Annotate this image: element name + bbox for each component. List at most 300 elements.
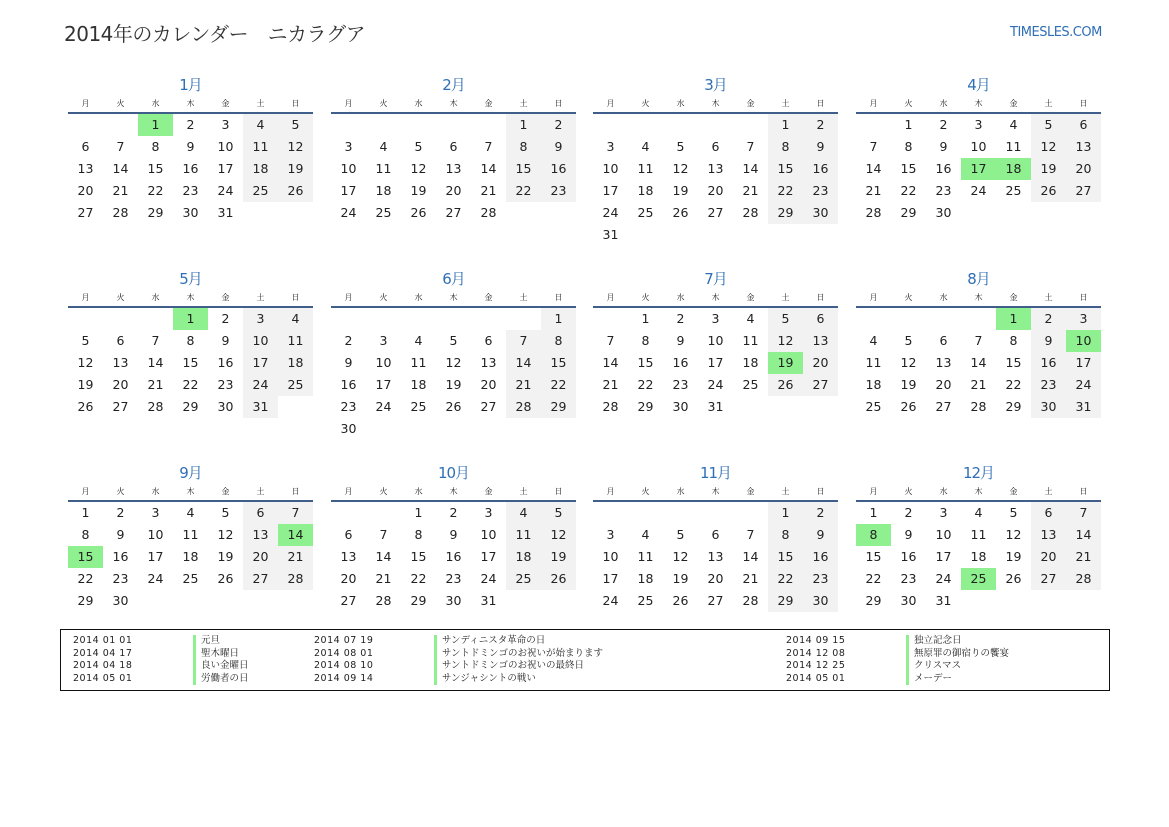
day-cell: 7	[151, 333, 160, 348]
day-cell: 18	[182, 549, 199, 564]
weekday-header	[68, 96, 313, 114]
legend-item	[786, 635, 1009, 648]
month-name: 11月	[699, 464, 732, 482]
day-cell: 28	[375, 593, 392, 608]
weekday-label: 金	[1009, 487, 1018, 496]
empty-cell	[208, 590, 243, 612]
weekday-label: 木	[449, 293, 458, 302]
week-row	[593, 590, 838, 612]
day-cell: 15	[865, 549, 882, 564]
month-calendar	[68, 462, 313, 612]
empty-cell	[68, 308, 103, 330]
weekday-header	[68, 484, 313, 502]
empty-cell	[628, 502, 663, 524]
day-cell: 17	[147, 549, 164, 564]
week-row	[331, 396, 576, 418]
day-cell: 8	[904, 139, 913, 154]
week-row	[331, 524, 576, 546]
day-cell: 20	[935, 377, 952, 392]
day-cell: 18	[970, 549, 987, 564]
holiday-name: 良い金曜日	[193, 660, 249, 673]
weekday-label: 日	[816, 293, 825, 302]
month-calendar	[593, 462, 838, 612]
holiday-name: 聖木曜日	[193, 648, 239, 661]
day-cell: 14	[1066, 524, 1101, 546]
weekday-label: 木	[974, 99, 983, 108]
weekday-label: 金	[484, 487, 493, 496]
weekday-label: 金	[1009, 99, 1018, 108]
day-cell: 6	[1066, 114, 1101, 136]
weekday-header	[856, 96, 1101, 114]
day-cell: 20	[1066, 158, 1101, 180]
day-cell: 15	[1005, 355, 1022, 370]
holiday-date: 2014 12 08	[786, 647, 846, 659]
empty-cell	[961, 308, 996, 330]
weekday-label: 土	[519, 487, 528, 496]
empty-cell	[1066, 590, 1101, 612]
day-cell: 17	[602, 571, 619, 586]
weekday-label: 金	[221, 487, 230, 496]
day-cell: 10	[970, 139, 987, 154]
legend-item	[786, 673, 1009, 686]
day-cell: 24	[375, 399, 392, 414]
week-row	[68, 374, 313, 396]
day-cell: 16	[340, 377, 357, 392]
month-name: 2月	[442, 76, 465, 94]
weekday-label: 日	[816, 487, 825, 496]
day-cell: 16	[541, 158, 576, 180]
month-name: 3月	[704, 76, 727, 94]
day-cell: 7	[484, 139, 493, 154]
day-cell: 25	[637, 205, 654, 220]
weekday-header	[331, 290, 576, 308]
day-cell: 31	[480, 593, 497, 608]
day-cell: 12	[672, 549, 689, 564]
weekday-label: 金	[1009, 293, 1018, 302]
day-cell: 16	[112, 549, 129, 564]
holiday-name: 元旦	[193, 635, 220, 648]
week-row	[593, 502, 838, 524]
day-cell: 7	[746, 527, 755, 542]
day-cell: 24	[602, 205, 619, 220]
day-cell: 29	[77, 593, 94, 608]
weekday-label: 火	[116, 99, 125, 108]
day-cell: 23	[182, 183, 199, 198]
day-cell: 24	[243, 374, 278, 396]
day-cell: 24	[217, 183, 234, 198]
day-cell: 2	[344, 333, 353, 348]
empty-cell	[926, 308, 961, 330]
empty-cell	[471, 308, 506, 330]
day-cell: 10	[480, 527, 497, 542]
day-cell: 4	[746, 311, 755, 326]
day-cell: 13	[445, 161, 462, 176]
day-cell: 11	[506, 524, 541, 546]
day-cell: 4	[379, 139, 388, 154]
week-row	[593, 396, 838, 418]
empty-cell	[961, 202, 996, 224]
empty-cell	[961, 590, 996, 612]
weekday-header	[331, 96, 576, 114]
legend-item	[314, 673, 603, 686]
day-cell: 22	[900, 183, 917, 198]
day-cell: 1	[81, 505, 90, 520]
day-cell: 11	[742, 333, 759, 348]
day-cell: 21	[865, 183, 882, 198]
day-cell: 9	[221, 333, 230, 348]
weekday-label: 火	[379, 99, 388, 108]
day-cell: 16	[182, 161, 199, 176]
week-row	[856, 502, 1101, 524]
empty-cell	[506, 418, 541, 440]
holiday-date: 2014 09 15	[786, 635, 846, 646]
day-cell: 17	[602, 183, 619, 198]
weekday-label: 月	[606, 99, 615, 108]
week-row	[856, 114, 1101, 136]
empty-cell	[243, 202, 278, 224]
day-cell: 23	[445, 571, 462, 586]
holiday-date: 2014 07 19	[314, 635, 374, 646]
day-cell: 26	[278, 180, 313, 202]
day-cell: 10	[1066, 330, 1101, 352]
day-cell: 22	[410, 571, 427, 586]
month-calendar	[593, 268, 838, 418]
day-cell: 10	[340, 161, 357, 176]
weekday-label: 日	[554, 99, 563, 108]
day-cell: 20	[445, 183, 462, 198]
day-cell: 6	[803, 308, 838, 330]
day-cell: 3	[379, 333, 388, 348]
weekday-label: 水	[151, 99, 160, 108]
day-cell: 5	[904, 333, 913, 348]
weekday-header	[593, 96, 838, 114]
day-cell: 2	[676, 311, 685, 326]
day-cell: 4	[974, 505, 983, 520]
weekday-label: 月	[344, 99, 353, 108]
holiday-name: 労働者の日	[193, 673, 249, 686]
week-row	[331, 502, 576, 524]
day-cell: 30	[112, 593, 129, 608]
week-row	[856, 546, 1101, 568]
day-cell: 27	[1066, 180, 1101, 202]
month-calendar	[856, 462, 1101, 612]
day-cell: 1	[541, 308, 576, 330]
day-cell: 29	[768, 202, 803, 224]
day-cell: 26	[1031, 180, 1066, 202]
weekday-label: 水	[414, 293, 423, 302]
day-cell: 30	[1031, 396, 1066, 418]
legend-item	[314, 660, 603, 673]
day-cell: 19	[1031, 158, 1066, 180]
weekday-label: 火	[904, 99, 913, 108]
week-row	[593, 374, 838, 396]
day-cell: 1	[869, 505, 878, 520]
legend-item	[786, 648, 1009, 661]
day-cell: 15	[68, 546, 103, 568]
day-cell: 31	[707, 399, 724, 414]
day-cell: 26	[1005, 571, 1022, 586]
day-cell: 28	[742, 593, 759, 608]
day-cell: 31	[935, 593, 952, 608]
empty-cell	[471, 418, 506, 440]
day-cell: 21	[1066, 546, 1101, 568]
day-cell: 4	[278, 308, 313, 330]
day-cell: 24	[602, 593, 619, 608]
weekday-label: 火	[641, 293, 650, 302]
empty-cell	[698, 224, 733, 246]
weekday-label: 水	[151, 487, 160, 496]
holiday-date: 2014 04 17	[73, 647, 133, 659]
legend-item	[314, 648, 603, 661]
day-cell: 14	[742, 549, 759, 564]
day-cell: 24	[1066, 374, 1101, 396]
day-cell: 27	[340, 593, 357, 608]
weekday-header	[856, 290, 1101, 308]
day-cell: 7	[746, 139, 755, 154]
day-cell: 20	[340, 571, 357, 586]
day-cell: 18	[278, 352, 313, 374]
week-row	[331, 202, 576, 224]
week-row	[331, 590, 576, 612]
day-cell: 7	[116, 139, 125, 154]
day-cell: 26	[445, 399, 462, 414]
day-cell: 4	[414, 333, 423, 348]
day-cell: 3	[151, 505, 160, 520]
day-cell: 19	[217, 549, 234, 564]
month-calendar	[331, 74, 576, 224]
week-row	[593, 114, 838, 136]
day-cell: 10	[217, 139, 234, 154]
day-cell: 14	[480, 161, 497, 176]
empty-cell	[733, 396, 768, 418]
week-row	[856, 568, 1101, 590]
weekday-label: 日	[554, 293, 563, 302]
day-cell: 11	[278, 330, 313, 352]
day-cell: 19	[672, 571, 689, 586]
week-row	[593, 546, 838, 568]
holiday-name: 無原罪の御宿りの饗宴	[906, 648, 1009, 661]
day-cell: 14	[112, 161, 129, 176]
empty-cell	[366, 418, 401, 440]
day-cell: 17	[217, 161, 234, 176]
day-cell: 31	[243, 396, 278, 418]
day-cell: 21	[742, 183, 759, 198]
week-row	[856, 524, 1101, 546]
week-row	[331, 374, 576, 396]
day-cell: 21	[970, 377, 987, 392]
day-cell: 7	[869, 139, 878, 154]
day-cell: 18	[742, 355, 759, 370]
weekday-label: 金	[484, 99, 493, 108]
weekday-label: 木	[711, 293, 720, 302]
day-cell: 3	[1066, 308, 1101, 330]
day-cell: 17	[243, 352, 278, 374]
day-cell: 7	[278, 502, 313, 524]
day-cell: 9	[676, 333, 685, 348]
day-cell: 28	[480, 205, 497, 220]
holiday-date: 2014 05 01	[73, 672, 133, 684]
day-cell: 11	[182, 527, 199, 542]
day-cell: 21	[506, 374, 541, 396]
day-cell: 12	[77, 355, 94, 370]
empty-cell	[733, 224, 768, 246]
week-row	[856, 352, 1101, 374]
day-cell: 9	[939, 139, 948, 154]
day-cell: 15	[182, 355, 199, 370]
weekday-label: 月	[606, 487, 615, 496]
day-cell: 6	[449, 139, 458, 154]
weekday-label: 月	[344, 293, 353, 302]
day-cell: 29	[1005, 399, 1022, 414]
day-cell: 1	[996, 308, 1031, 330]
week-row	[856, 374, 1101, 396]
week-row	[856, 590, 1101, 612]
weekday-header	[331, 484, 576, 502]
day-cell: 27	[803, 374, 838, 396]
day-cell: 8	[414, 527, 423, 542]
day-cell: 13	[707, 549, 724, 564]
day-cell: 12	[541, 524, 576, 546]
day-cell: 21	[278, 546, 313, 568]
day-cell: 21	[480, 183, 497, 198]
week-row	[593, 180, 838, 202]
day-cell: 22	[1005, 377, 1022, 392]
day-cell: 1	[414, 505, 423, 520]
weekday-label: 月	[606, 293, 615, 302]
day-cell: 25	[278, 374, 313, 396]
empty-cell	[541, 202, 576, 224]
holiday-date: 2014 01 01	[73, 635, 133, 646]
weekday-label: 火	[904, 487, 913, 496]
day-cell: 8	[1009, 333, 1018, 348]
weekday-label: 土	[781, 293, 790, 302]
day-cell: 22	[541, 374, 576, 396]
weekday-label: 木	[711, 99, 720, 108]
weekday-label: 水	[676, 293, 685, 302]
day-cell: 27	[1031, 568, 1066, 590]
legend-item	[73, 635, 249, 648]
day-cell: 13	[340, 549, 357, 564]
legend-item	[73, 648, 249, 661]
day-cell: 3	[344, 139, 353, 154]
day-cell: 18	[410, 377, 427, 392]
empty-cell	[1066, 202, 1101, 224]
day-cell: 21	[112, 183, 129, 198]
brand-link[interactable]: TIMESLES.COM	[1010, 25, 1102, 40]
day-cell: 25	[742, 377, 759, 392]
day-cell: 15	[768, 158, 803, 180]
day-cell: 24	[340, 205, 357, 220]
day-cell: 5	[1009, 505, 1018, 520]
day-cell: 18	[375, 183, 392, 198]
day-cell: 25	[410, 399, 427, 414]
day-cell: 1	[138, 114, 173, 136]
holiday-date: 2014 12 25	[786, 660, 846, 671]
day-cell: 13	[112, 355, 129, 370]
day-cell: 3	[484, 505, 493, 520]
holiday-name: サンディニスタ革命の日	[434, 635, 545, 648]
week-row	[68, 308, 313, 330]
day-cell: 9	[186, 139, 195, 154]
day-cell: 25	[1005, 183, 1022, 198]
week-row	[593, 568, 838, 590]
day-cell: 16	[900, 549, 917, 564]
day-cell: 18	[637, 183, 654, 198]
day-cell: 25	[506, 568, 541, 590]
empty-cell	[506, 590, 541, 612]
day-cell: 28	[742, 205, 759, 220]
day-cell: 29	[900, 205, 917, 220]
day-cell: 18	[865, 377, 882, 392]
day-cell: 11	[970, 527, 987, 542]
empty-cell	[138, 590, 173, 612]
empty-cell	[173, 590, 208, 612]
day-cell: 5	[278, 114, 313, 136]
day-cell: 25	[375, 205, 392, 220]
day-cell: 31	[1066, 396, 1101, 418]
week-row	[68, 180, 313, 202]
holiday-date: 2014 08 01	[314, 647, 374, 659]
day-cell: 24	[147, 571, 164, 586]
day-cell: 17	[480, 549, 497, 564]
day-cell: 23	[217, 377, 234, 392]
day-cell: 29	[410, 593, 427, 608]
weekday-label: 月	[81, 487, 90, 496]
week-row	[331, 568, 576, 590]
weekday-label: 水	[939, 293, 948, 302]
day-cell: 23	[935, 183, 952, 198]
day-cell: 2	[803, 114, 838, 136]
day-cell: 9	[803, 524, 838, 546]
day-cell: 3	[711, 311, 720, 326]
empty-cell	[138, 308, 173, 330]
holiday-date: 2014 05 01	[786, 672, 846, 684]
day-cell: 12	[900, 355, 917, 370]
weekday-label: 日	[1079, 487, 1088, 496]
day-cell: 6	[116, 333, 125, 348]
day-cell: 21	[147, 377, 164, 392]
empty-cell	[68, 114, 103, 136]
day-cell: 17	[375, 377, 392, 392]
empty-cell	[891, 308, 926, 330]
weekday-label: 日	[1079, 99, 1088, 108]
month-name: 9月	[179, 464, 202, 482]
day-cell: 20	[1031, 546, 1066, 568]
weekday-label: 水	[676, 99, 685, 108]
day-cell: 7	[506, 330, 541, 352]
day-cell: 10	[707, 333, 724, 348]
day-cell: 13	[803, 330, 838, 352]
empty-cell	[663, 114, 698, 136]
empty-cell	[698, 114, 733, 136]
month-name: 8月	[967, 270, 990, 288]
week-row	[856, 158, 1101, 180]
month-name: 4月	[967, 76, 990, 94]
holiday-name: サンジャシントの戦い	[434, 673, 536, 686]
day-cell: 26	[768, 374, 803, 396]
day-cell: 4	[506, 502, 541, 524]
month-name: 7月	[704, 270, 727, 288]
legend-item	[73, 673, 249, 686]
day-cell: 5	[1031, 114, 1066, 136]
day-cell: 20	[77, 183, 94, 198]
day-cell: 7	[974, 333, 983, 348]
empty-cell	[331, 502, 366, 524]
day-cell: 2	[221, 311, 230, 326]
day-cell: 2	[939, 117, 948, 132]
day-cell: 11	[865, 355, 882, 370]
day-cell: 17	[1066, 352, 1101, 374]
